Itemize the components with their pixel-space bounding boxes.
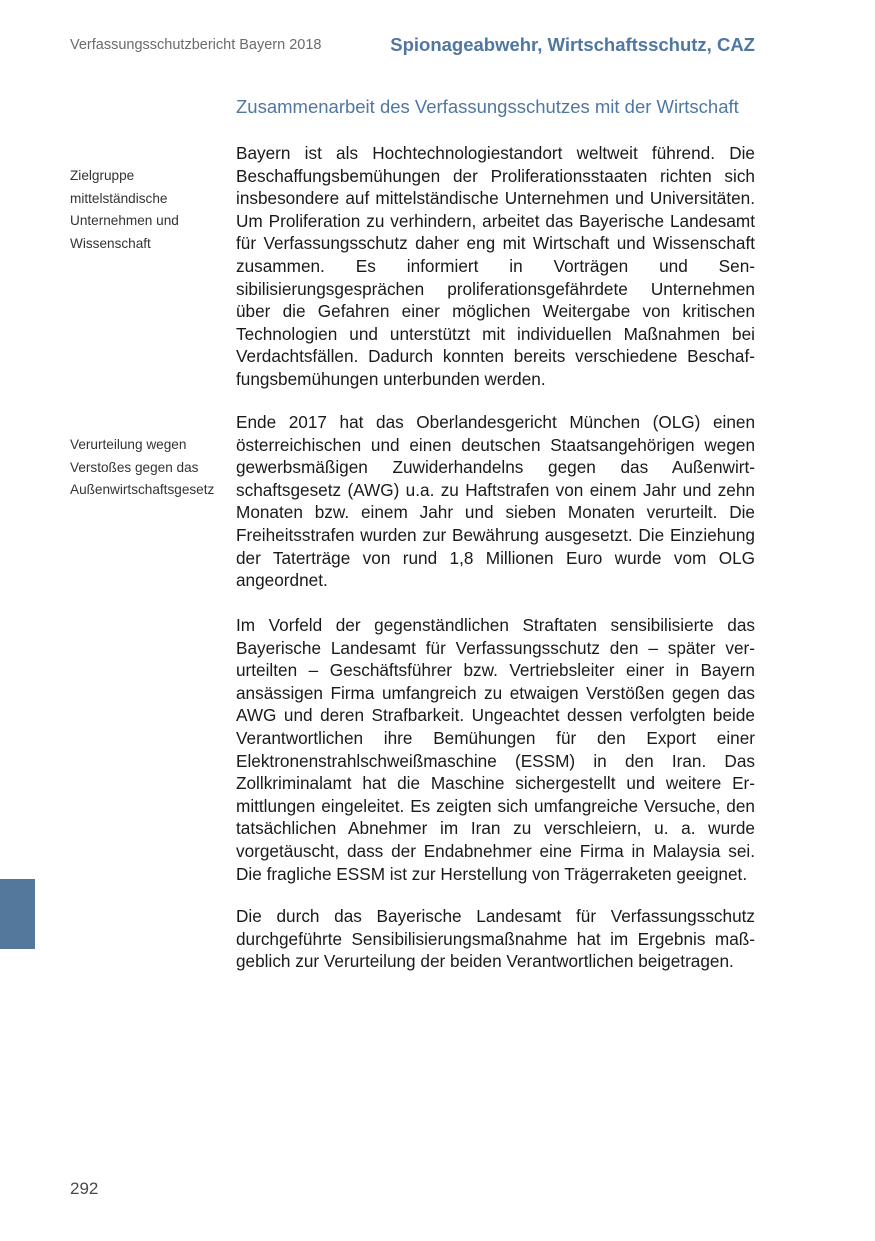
section-heading: Zusammenarbeit des Verfassungsschutzes mit der Wirtschaft: [236, 96, 739, 117]
body-paragraph: Im Vorfeld der gegenständlichen Straftaten sensibilisierte das Bayerische Landesamt für Verfassungsschutz den – später verurteilten – Geschäftsführer bzw. Vertriebsleiter einer in Bayern ansässigen Firma umfangreich zu etwaigen Verstößen gegen das AWG und deren Strafbarkeit. Ungeachtet dessen verfolgten beide Verantwortlichen ihre Bemühungen für den Export einer Elektronenstrahlschweißmaschine (ESSM) in den Iran. Das Zollkriminalamt hat die Maschine sichergestellt und weitere Ermittlungen eingeleitet. Es zeigten sich umfangreiche Versuche, den tatsächlichen Abnehmer im Iran zu verschleiern, u. a. wurde vorgetäuscht, dass der Endabnehmer eine Firma in Malaysia sei. Die fragliche ESSM ist zur Herstellung von Trägerraketen geeignet.: [236, 615, 755, 884]
page-number: 292: [70, 1179, 99, 1198]
body-paragraph: Die durch das Bayerische Landesamt für Verfassungsschutz durchgeführte Sensibilisierungsmaßnahme hat im Ergebnis maßgeblich zur Verurteilung der beiden Verantwortlichen beigetragen.: [236, 906, 755, 972]
body-paragraph: Ende 2017 hat das Oberlandesgericht München (OLG) einen österreichischen und einen deutschen Staatsangehörigen wegen gewerbsmäßigen Zuwiderhandelns gegen das Außenwirtschaftsgesetz (AWG) u.a. zu Haftstrafen von einem Jahr und zehn Monaten bzw. einem Jahr und sieben Monaten verurteilt. Die Freiheitsstrafen wurden zur Bewährung ausgesetzt. Die Einziehung der Taterträge von rund 1,8 Millionen Euro wurde vom OLG angeordnet.: [236, 412, 755, 591]
chapter-edge-tab: [0, 879, 35, 949]
running-header-title: Verfassungsschutzbericht Bayern 2018: [70, 37, 322, 53]
chapter-title: Spionageabwehr, Wirtschaftsschutz, CAZ: [390, 34, 755, 55]
marginal-note: Zielgruppe mittelständische Unternehmen und Wissenschaft: [70, 168, 179, 251]
marginal-note: Verurteilung wegen Verstoßes gegen das Außenwirtschaftsgesetz: [70, 437, 215, 498]
body-paragraph: Bayern ist als Hochtechnologiestandort weltweit führend. Die Beschaffungsbemühungen der Proliferationsstaaten richten sich insbesondere auf mittelständische Unternehmen und Universitäten. Um Proliferation zu verhindern, arbeitet das Bayerische Landesamt für Verfassungsschutz daher eng mit Wirtschaft und Wissenschaft zusammen. Es informiert in Vorträgen und Sensibilisierungsgesprächen proliferationsgefährdete Unternehmen über die Gefahren einer möglichen Weitergabe von kritischen Technologien und unterstützt mit individuellen Maßnahmen bei Verdachtsfällen. Dadurch konnten bereits verschiedene Beschaffungsbemühungen unterbunden werden.: [236, 143, 755, 389]
